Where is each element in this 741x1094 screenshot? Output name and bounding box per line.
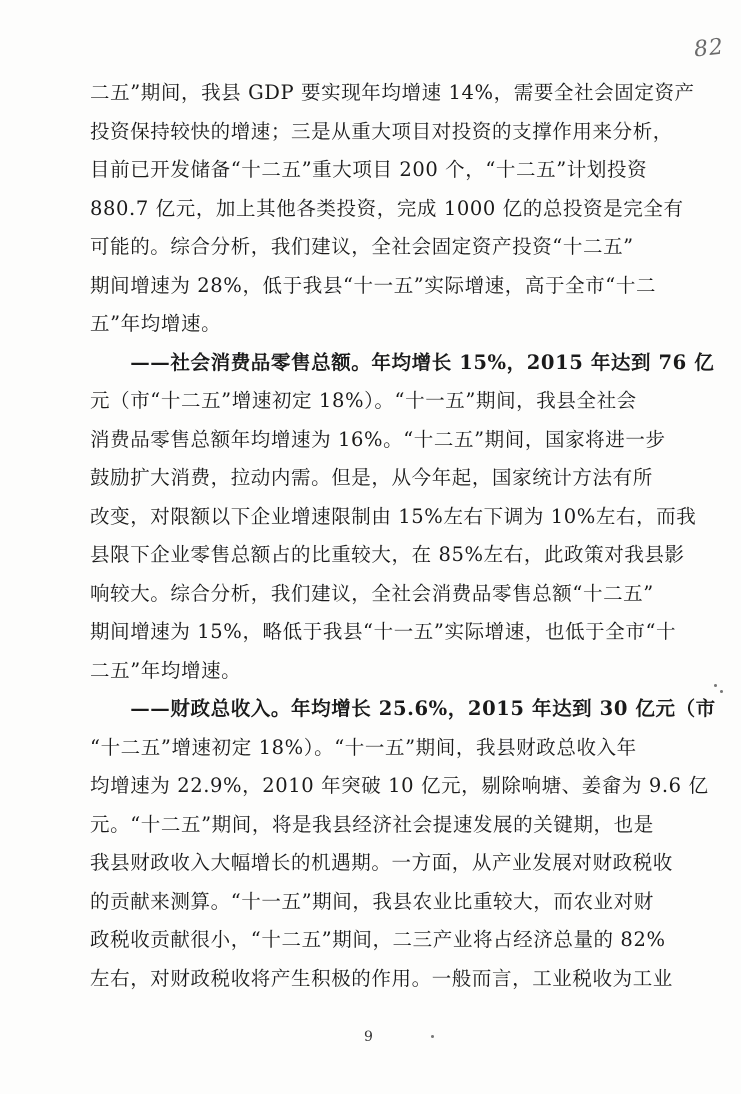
- paragraph-2-line: 元（市“十二五”增速初定 18%）。“十一五”期间，我县全社会: [90, 389, 637, 412]
- paragraph-1-line: 投资保持较快的增速；三是从重大项目对投资的支撑作用来分析，: [90, 119, 673, 143]
- paragraph-2-line: 期间增速为 15%，略低于我县“十一五”实际增速，也低于全市“十: [90, 620, 677, 643]
- scan-speck: [720, 690, 723, 693]
- paragraph-3-line: 元。“十二五”期间，将是我县经济社会提速发展的关键期，也是: [90, 812, 654, 836]
- paragraph-2-line: 二五”年均增速。: [90, 658, 242, 682]
- scan-speck: [714, 684, 717, 687]
- handwritten-page-note: 82: [692, 34, 726, 63]
- paragraph-3-line: “十二五”增速初定 18%）。“十一五”期间，我县财政总收入年: [90, 735, 637, 759]
- paragraph-2-line: 消费品零售总额年均增速为 16%。“十二五”期间，国家将进一步: [90, 427, 666, 451]
- paragraph-2-line: 鼓励扩大消费，拉动内需。但是，从今年起，国家统计方法有所: [90, 466, 653, 489]
- paragraph-2-line: 县限下企业零售总额占的比重较大，在 85%左右，此政策对我县影: [90, 543, 685, 566]
- paragraph-1-line: 五”年均增速。: [90, 312, 222, 335]
- paragraph-3-line: 的贡献来测算。“十一五”期间，我县农业比重较大，而农业对财: [90, 889, 654, 913]
- paragraph-3-line: 左右，对财政税收将产生积极的作用。一般而言，工业税收为工业: [90, 966, 673, 990]
- scan-speck: [431, 1035, 434, 1038]
- paragraph-3-line: 我县财政收入大幅增长的机遇期。一方面，从产业发展对财政税收: [90, 851, 673, 874]
- paragraph-1-line: 目前已开发储备“十二五”重大项目 200 个，“十二五”计划投资: [90, 158, 648, 181]
- paragraph-3-line: 政税收贡献很小，“十二五”期间，二三产业将占经济总量的 82%: [90, 928, 666, 951]
- paragraph-1-line: 期间增速为 28%，低于我县“十一五”实际增速，高于全市“十二: [90, 273, 657, 297]
- paragraph-2-line: 响较大。综合分析，我们建议，全社会消费品零售总额“十二五”: [90, 581, 654, 605]
- paragraph-1-line: 可能的。综合分析，我们建议，全社会固定资产投资“十二五”: [90, 235, 634, 258]
- paragraph-3-line: ——财政总收入。年均增长 25.6%，2015 年达到 30 亿元（市: [90, 697, 716, 720]
- paragraph-1-line: 880.7 亿元，加上其他各类投资，完成 1000 亿的总投资是完全有: [90, 196, 684, 220]
- page-number: 9: [364, 1029, 373, 1045]
- paragraph-1-line: 二五”期间，我县 GDP 要实现年均增速 14%，需要全社会固定资产: [90, 81, 695, 104]
- document-body: [90, 74, 716, 998]
- paragraph-3-line: 均增速为 22.9%，2010 年突破 10 亿元，剔除响塘、姜畲为 9.6 亿: [90, 774, 709, 797]
- paragraph-2-line: ——社会消费品零售总额。年均增长 15%，2015 年达到 76 亿: [90, 350, 715, 374]
- paragraph-2-line: 改变，对限额以下企业增速限制由 15%左右下调为 10%左右，而我: [90, 504, 697, 528]
